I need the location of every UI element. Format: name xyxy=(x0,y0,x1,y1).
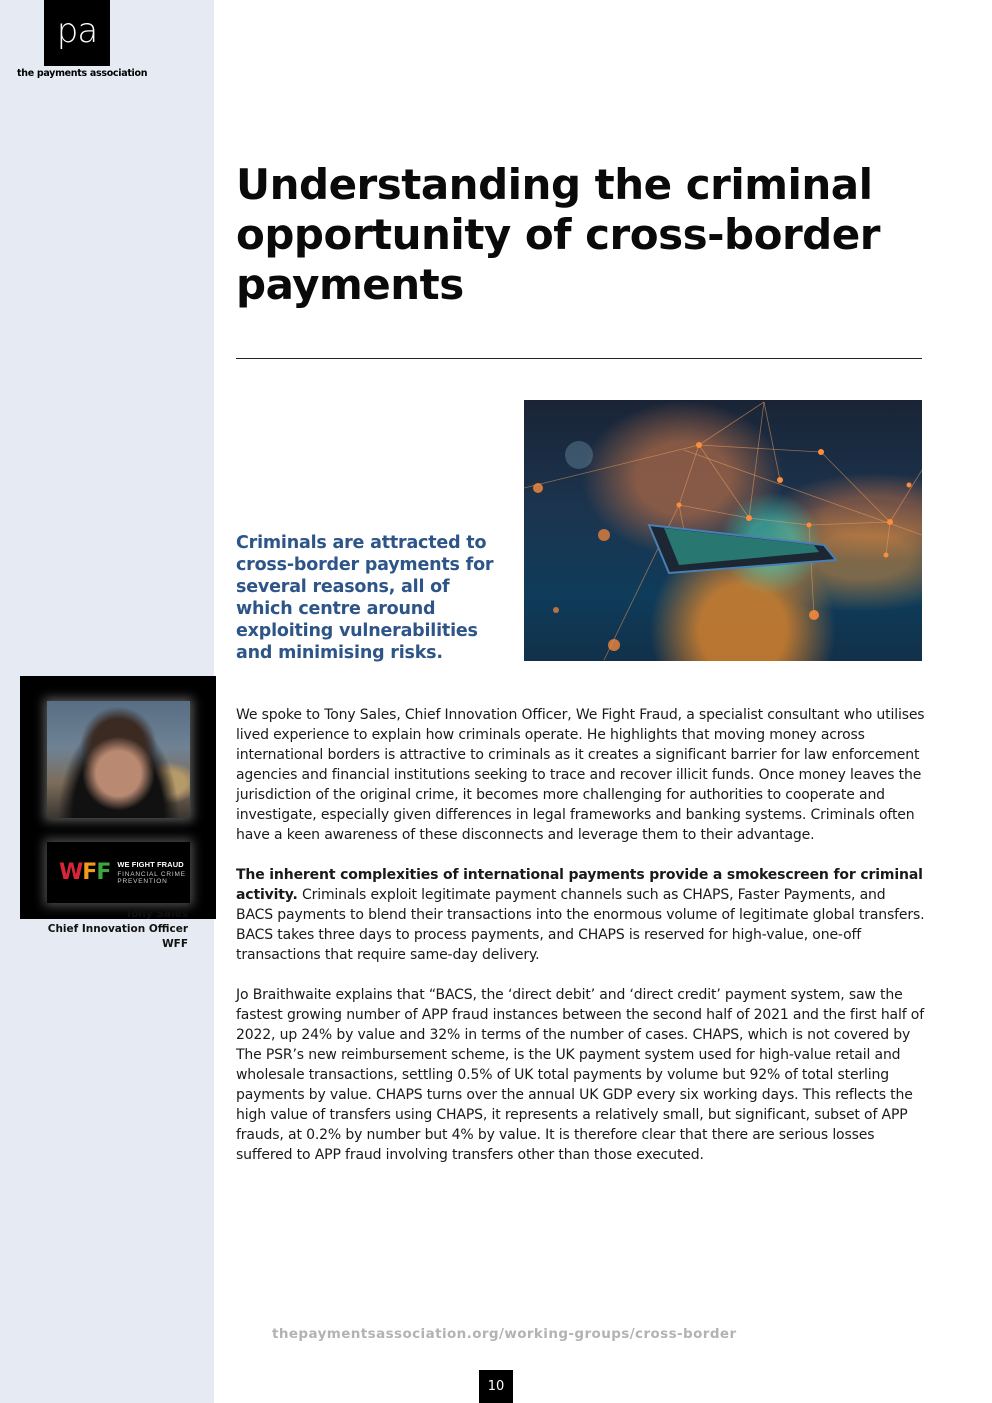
paragraph-3 xyxy=(236,985,926,1165)
wff-logo-mark: W F F xyxy=(59,859,111,885)
profile-card xyxy=(20,676,216,919)
profile-org: WFF xyxy=(162,938,188,950)
paragraph-1 xyxy=(236,705,926,845)
article-body xyxy=(236,705,926,1185)
pull-quote: Criminals are attracted to cross-border payments for several reasons, all of which centre around exploiting vulnerabilities and minimising risks. xyxy=(236,533,494,663)
paragraph-2-text: Criminals exploit legitimate payment channels such as CHAPS, Faster Payments, and BACS payments to blend their transactions into the enormous volume of legitimate global transfers. BACS takes three days to process payments, and CHAPS is reserved for high-value, one-off transactions that require same-day delivery. xyxy=(236,887,925,963)
pa-logo xyxy=(44,0,110,66)
logo-mark: pa xyxy=(56,11,98,51)
page-number: 10 xyxy=(479,1370,513,1403)
paragraph-2-lead: The inherent complexities of international payments provide a smokescreen for criminal activity. xyxy=(236,867,923,903)
wff-logo xyxy=(47,842,190,903)
paragraph-1-text: We spoke to Tony Sales, Chief Innovation Officer, We Fight Fraud, a specialist consultant who utilises lived experience to explain how criminals operate. He highlights that moving money across international borders is attractive to criminals as it creates a significant barrier for law enforcement agencies and financial institutions seeking to trace and recover illicit funds. Once money leaves the jurisdiction of the original crime, it becomes more challenging for authorities to cooperate and investigate, especially given differences in legal frameworks and banking systems. Criminals often have a keen awareness of these disconnects and leverage them to their advantage. xyxy=(236,707,925,843)
profile-name: Tony Sales xyxy=(125,910,188,920)
title-divider xyxy=(236,358,922,359)
profile-photo xyxy=(47,701,190,818)
wff-logo-subtitle-2: PREVENTION xyxy=(117,878,168,885)
paragraph-3-text: Jo Braithwaite explains that “BACS, the ‘direct debit’ and ‘direct credit’ payment system, saw the fastest growing number of APP fraud instances between the second half of 2021 and the first half of 2022, up 24% by value and 32% in terms of the number of cases. CHAPS, which is not covered by The PSR’s new reimbursement scheme, is the UK payment system used for high-value retail and wholesale transactions, settling 0.5% of UK total payments by volume but 92% of total sterling payments by value. CHAPS turns over the annual UK GDP every six working days. This reflects the high value of transfers using CHAPS, it represents a relatively small, but significant, subset of APP frauds, at 0.2% by number but 4% by value. It is therefore clear that there are serious losses suffered to APP fraud involving transfers other than those executed. xyxy=(236,987,924,1163)
footer-url-link[interactable]: thepaymentsassociation.org/working-groups/cross-border xyxy=(272,1326,737,1342)
hero-image xyxy=(524,400,922,661)
paragraph-2 xyxy=(236,865,926,965)
profile-caption xyxy=(48,912,188,952)
profile-role: Chief Innovation Officer xyxy=(47,923,188,935)
logo-caption: the payments association xyxy=(17,68,148,79)
wff-logo-subtitle-1: FINANCIAL CRIME xyxy=(117,871,186,878)
network-overlay xyxy=(524,400,922,661)
wff-logo-title: WE FIGHT FRAUD xyxy=(117,860,184,869)
page-title: Understanding the criminal opportunity of cross-border payments xyxy=(236,160,880,309)
